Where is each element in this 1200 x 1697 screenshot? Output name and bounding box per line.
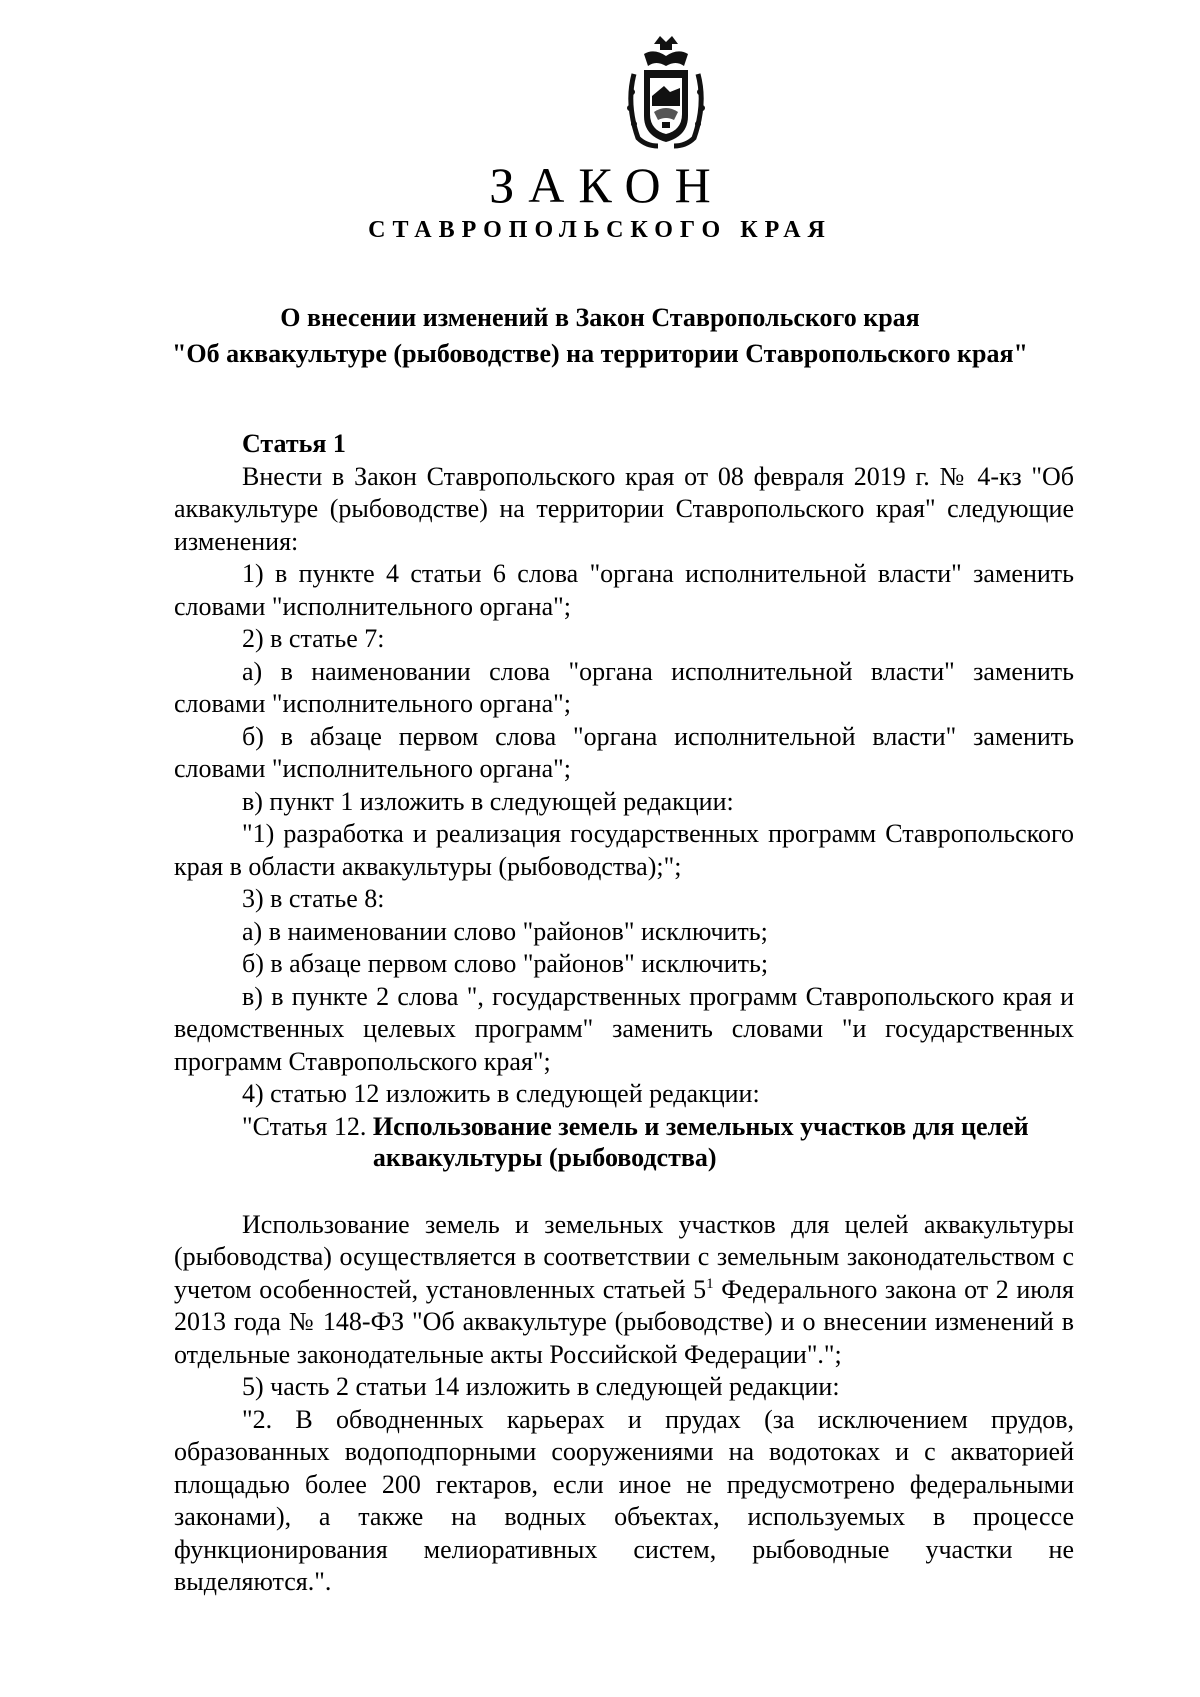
article-12-text-part-a: Использование земель и земельных участков для целей аквакультуры (рыбоводства) осуществляется в соответствии с земельным законодательством с учетом особенностей, установленных статьей 5 xyxy=(174,1209,1074,1304)
article-12-number: "Статья 12. xyxy=(242,1111,373,1141)
list-item: б) в абзаце первом слово "районов" исключить; xyxy=(242,949,769,978)
list-item: 1) в пункте 4 статьи 6 слова "органа исполнительной власти" заменить словами "исполнительного органа"; xyxy=(174,559,1074,621)
list-item: "1) разработка и реализация государственных программ Ставропольского края в области аквакультуры (рыбоводства);"; xyxy=(174,819,1074,881)
list-item: в) пункт 1 изложить в следующей редакции: xyxy=(242,786,734,816)
article-12-superscript: 1 xyxy=(706,1275,714,1292)
article-12-name: Использование земель и земельных участков для целей аквакультуры (рыбоводства) xyxy=(372,1111,1029,1172)
article-intro: Внести в Закон Ставропольского края от 08 февраля 2019 г. № 4-кз "Об аквакультуре (рыбоводстве) на территории Ставропольского края" следующие изменения: xyxy=(174,461,1074,556)
list-item: 3) в статье 8: xyxy=(242,884,385,913)
list-item: 4) статью 12 изложить в следующей редакции: xyxy=(242,1079,760,1108)
article-title: Статья 1 xyxy=(242,429,346,458)
list-item: а) в наименовании слова "органа исполнительной власти" заменить словами "исполнительного органа"; xyxy=(174,656,1074,718)
list-item: а) в наименовании слово "районов" исключить; xyxy=(242,916,768,946)
article-12-heading xyxy=(174,1111,1074,1173)
article-12-text-part-b: Федерального закона от 2 июля 2013 года № 148-ФЗ "Об аквакультуре (рыбоводстве) и о внесении изменений в отдельные законодательные акты Российской Федерации"."; xyxy=(174,1274,1074,1369)
document-region: СТАВРОПОЛЬСКОГО КРАЯ xyxy=(368,217,832,243)
article-12-text xyxy=(174,1209,1074,1372)
law-heading-line-1: О внесении изменений в Закон Ставропольского края xyxy=(280,303,920,332)
spacer xyxy=(174,1173,1074,1209)
list-item: 5) часть 2 статьи 14 изложить в следующей редакции: xyxy=(242,1372,840,1401)
item-5-text: "2. В обводненных карьерах и прудах (за исключением прудов, образованных водоподпорными сооружениями на водотоках и с акваторией площадью более 200 гектаров, если иное не предусмотрено федеральными законами), а также на водных объектах, используемых в процессе функционирования мелиоративных систем, рыбоводные участки не выделяются.". xyxy=(174,1404,1074,1596)
document-body xyxy=(174,428,1074,1599)
law-heading-line-2: "Об аквакультуре (рыбоводстве) на территории Ставропольского края" xyxy=(172,339,1028,368)
list-item: в) в пункте 2 слова ", государственных программ Ставропольского края и ведомственных целевых программ" заменить словами "и государственных программ Ставропольского края"; xyxy=(174,981,1074,1076)
law-heading xyxy=(0,300,1200,372)
list-item: 2) в статье 7: xyxy=(242,624,385,653)
stavropol-coat-of-arms-icon xyxy=(624,34,708,152)
document-title: ЗАКОН xyxy=(489,157,725,213)
list-item: б) в абзаце первом слова "органа исполнительной власти" заменить словами "исполнительного органа"; xyxy=(174,721,1074,783)
